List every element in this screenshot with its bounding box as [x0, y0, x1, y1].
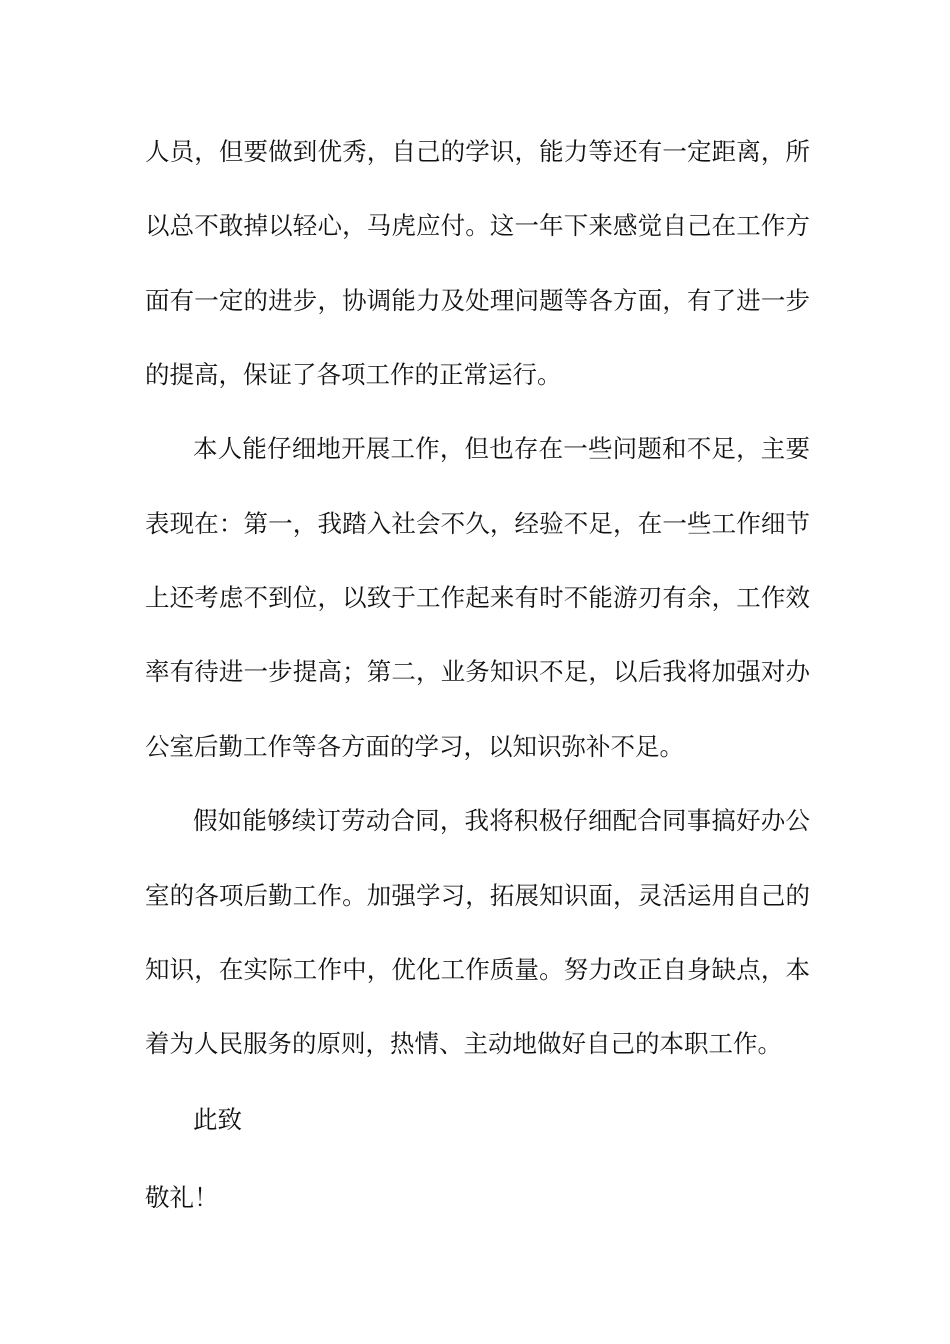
paragraph-3-line-2: 室的各项后勤工作。加强学习，拓展知识面，灵活运用自己的 — [145, 881, 810, 910]
paragraph-3-line-1: 假如能够续订劳动合同，我将积极仔细配合同事搞好办公 — [193, 806, 810, 835]
paragraph-2-line-5: 公室后勤工作等各方面的学习，以知识弥补不足。 — [145, 732, 684, 761]
closing-salutation: 此致 — [193, 1105, 242, 1134]
paragraph-1-line-1: 人员，但要做到优秀，自己的学识，能力等还有一定距离，所 — [145, 137, 810, 166]
paragraph-1-line-4: 的提高，保证了各项工作的正常运行。 — [145, 360, 562, 389]
paragraph-2-line-3: 上还考虑不到位，以致于工作起来有时不能游刃有余，工作效 — [145, 583, 810, 612]
paragraph-2-line-1: 本人能仔细地开展工作，但也存在一些问题和不足，主要 — [193, 434, 810, 463]
paragraph-1-line-2: 以总不敢掉以轻心，马虎应付。这一年下来感觉自己在工作方 — [145, 211, 810, 240]
paragraph-3-line-3: 知识，在实际工作中，优化工作质量。努力改正自身缺点，本 — [145, 955, 810, 984]
paragraph-2-line-4: 率有待进一步提高；第二，业务知识不足，以后我将加强对办 — [145, 657, 810, 686]
paragraph-2-line-2: 表现在：第一，我踏入社会不久，经验不足，在一些工作细节 — [145, 509, 810, 538]
paragraph-1-line-3: 面有一定的进步，协调能力及处理问题等各方面，有了进一步 — [145, 286, 810, 315]
closing-regards: 敬礼！ — [145, 1183, 219, 1212]
paragraph-3-line-4: 着为人民服务的原则，热情、主动地做好自己的本职工作。 — [145, 1029, 782, 1058]
